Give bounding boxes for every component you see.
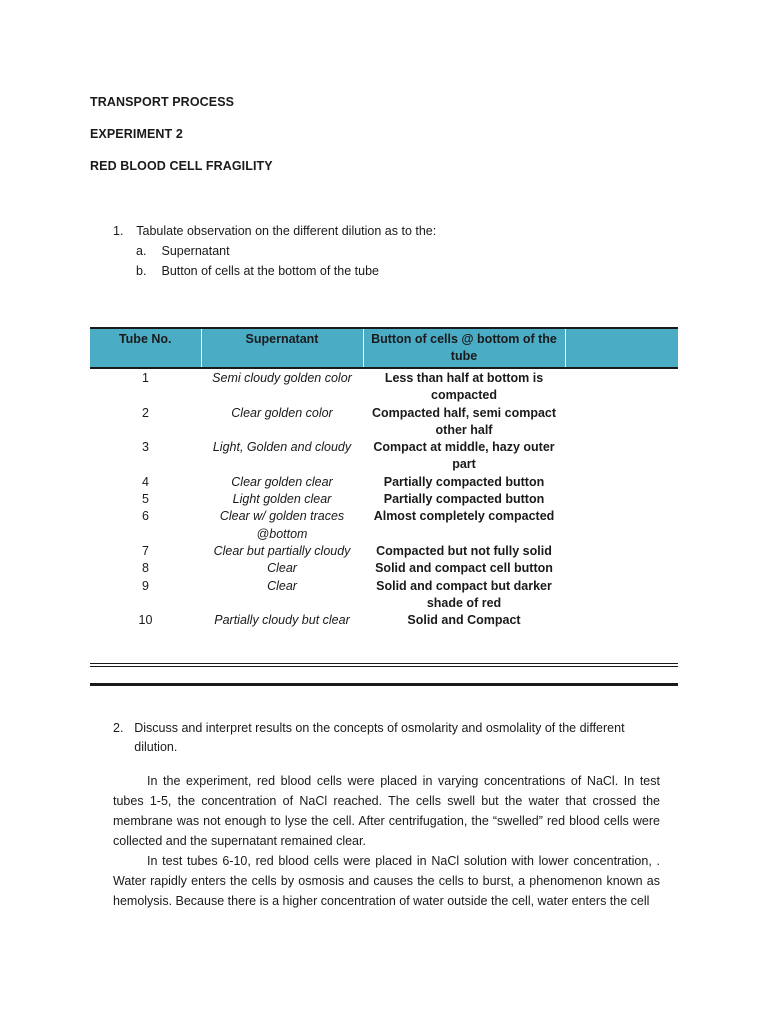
cell-empty <box>565 439 678 474</box>
header-empty <box>565 328 678 368</box>
cell-button-of-cells: Compacted half, semi compact other half <box>371 405 557 437</box>
cell-supernatant: Partially cloudy but clear <box>214 613 350 628</box>
question-2 <box>113 719 653 757</box>
course-heading: TRANSPORT PROCESS <box>90 95 235 109</box>
question-2-text: Discuss and interpret results on the concepts of osmolarity and osmolality of the different dilution. <box>134 721 625 754</box>
question-1-text: Tabulate observation on the different dilution as to the: <box>136 224 437 238</box>
divider-thick <box>90 683 678 686</box>
table-row <box>90 543 678 560</box>
observation-table <box>90 327 678 629</box>
cell-supernatant: Light, Golden and cloudy <box>212 440 352 455</box>
cell-empty <box>565 474 678 491</box>
item-text: Supernatant <box>161 244 230 258</box>
cell-empty <box>565 543 678 560</box>
cell-button-of-cells: Almost completely compacted <box>373 509 555 524</box>
cell-supernatant: Clear w/ golden traces @bottom <box>219 509 345 541</box>
cell-empty <box>565 368 678 405</box>
table-row <box>90 439 678 474</box>
table-row <box>90 405 678 440</box>
document-title: RED BLOOD CELL FRAGILITY <box>90 159 273 173</box>
cell-button-of-cells: Partially compacted button <box>383 492 545 507</box>
cell-empty <box>565 560 678 577</box>
divider-thin-bottom <box>90 666 678 667</box>
cell-tube-no: 2 <box>142 405 149 420</box>
header-supernatant: Supernatant <box>201 328 363 368</box>
cell-supernatant: Semi cloudy golden color <box>212 371 352 385</box>
question-2-number: 2. <box>113 721 124 735</box>
cell-supernatant: Clear <box>267 578 297 593</box>
table-row <box>90 491 678 508</box>
question-1 <box>113 221 673 281</box>
cell-button-of-cells: Compacted but not fully solid <box>376 543 552 558</box>
cell-tube-no: 3 <box>142 440 149 455</box>
cell-empty <box>565 491 678 508</box>
cell-button-of-cells: Compact at middle, hazy outer part <box>373 440 555 472</box>
divider-thin-top <box>90 663 678 664</box>
cell-button-of-cells: Partially compacted button <box>383 474 545 489</box>
cell-tube-no: 7 <box>142 543 149 558</box>
cell-button-of-cells: Less than half at bottom is compacted <box>384 371 544 403</box>
header-button-of-cells: Button of cells @ bottom of the tube <box>363 328 565 368</box>
cell-button-of-cells: Solid and compact cell button <box>375 561 553 576</box>
cell-empty <box>565 405 678 440</box>
experiment-heading: EXPERIMENT 2 <box>90 127 183 141</box>
table-row <box>90 474 678 491</box>
cell-tube-no: 5 <box>142 492 149 507</box>
table-header-row <box>90 328 678 368</box>
table-row <box>90 508 678 543</box>
cell-supernatant: Clear golden color <box>231 405 333 420</box>
cell-supernatant: Clear but partially cloudy <box>213 543 351 558</box>
paragraph: In the experiment, red blood cells were placed in varying concentrations of NaCl. In test tubes 1-5, the concentration of NaCl reached. The cells swell but the water that crossed the membrane was not enough to lyse the cell. After centrifugation, the “swelled” red blood cells were collected and the supernatant remained clear. <box>113 774 660 848</box>
cell-empty <box>565 578 678 613</box>
cell-supernatant: Clear golden clear <box>231 474 333 489</box>
cell-empty <box>565 612 678 629</box>
table-row <box>90 560 678 577</box>
table-row <box>90 612 678 629</box>
cell-button-of-cells: Solid and Compact <box>407 613 521 628</box>
item-text: Button of cells at the bottom of the tube <box>161 264 379 278</box>
cell-tube-no: 4 <box>142 474 149 489</box>
cell-empty <box>565 508 678 543</box>
cell-tube-no: 1 <box>142 371 149 385</box>
table-row <box>90 578 678 613</box>
cell-tube-no: 8 <box>142 561 149 576</box>
item-letter: b. <box>136 264 147 278</box>
table-row <box>90 368 678 405</box>
paragraph: In test tubes 6-10, red blood cells were placed in NaCl solution with lower concentration, . Water rapidly enters the cells by osmosis and causes the cells to burst, a phenomenon known as hemolysis. Because there is a higher concentration of water outside the cell, water enters the cell <box>113 854 660 908</box>
header-tube-no: Tube No. <box>90 328 201 368</box>
cell-tube-no: 6 <box>142 509 149 524</box>
cell-tube-no: 9 <box>142 578 149 593</box>
cell-tube-no: 10 <box>138 613 153 628</box>
cell-supernatant: Light golden clear <box>232 492 332 507</box>
cell-supernatant: Clear <box>267 561 297 576</box>
question-1-number: 1. <box>113 224 124 238</box>
cell-button-of-cells: Solid and compact but darker shade of red <box>376 578 552 610</box>
item-letter: a. <box>136 244 147 258</box>
